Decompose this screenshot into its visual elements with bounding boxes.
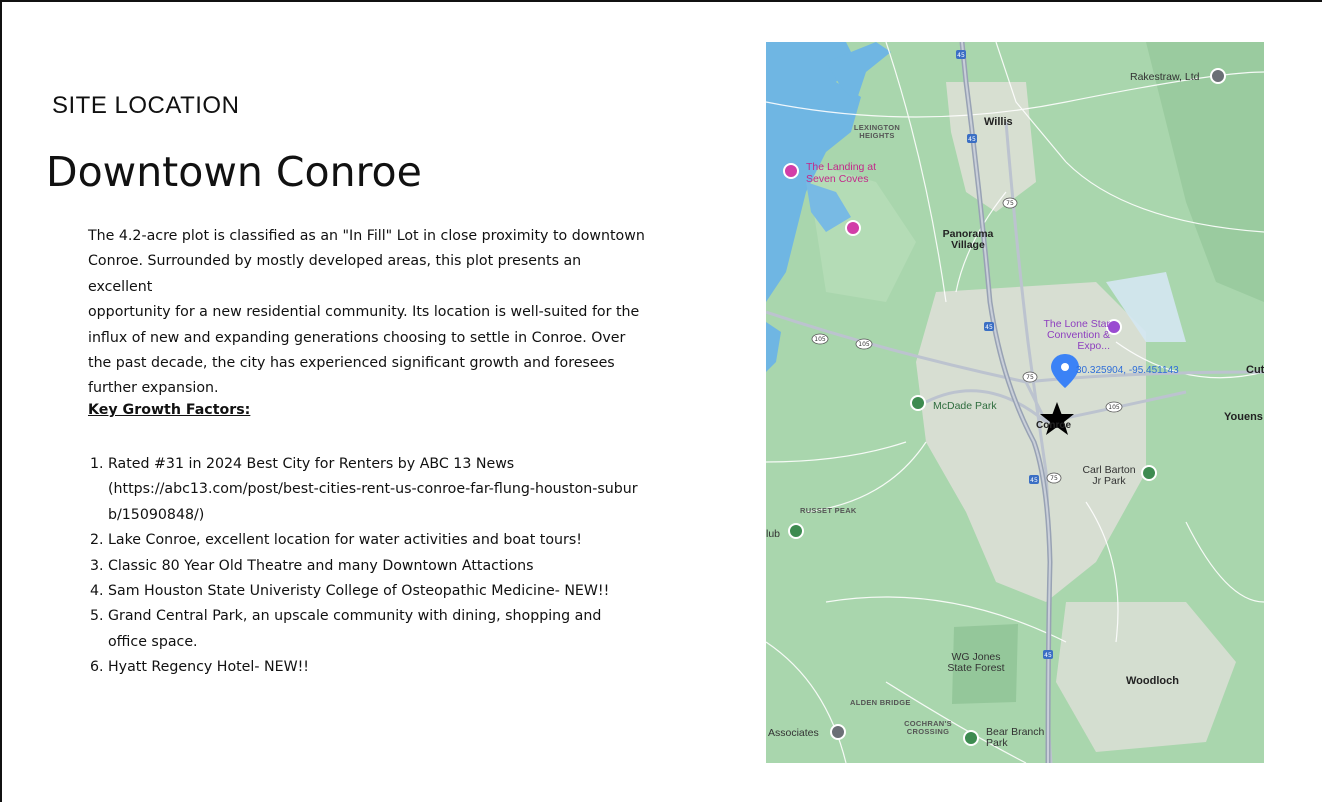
map-label: The Lone Star Convention & Expo... [1043, 318, 1110, 352]
poi-icon[interactable] [783, 163, 799, 179]
park-icon[interactable] [963, 730, 979, 746]
factors-heading: Key Growth Factors: [88, 402, 251, 418]
list-item [88, 554, 648, 579]
map-label: ALDEN BRIDGE [850, 698, 911, 707]
map-label: Cut [1246, 364, 1264, 376]
list-line: Lake Conroe, excellent location for water activities and boat tours! [108, 532, 582, 549]
intro-line: Conroe. Surrounded by mostly developed areas, this plot presents an excellent [88, 253, 582, 295]
map-canvas [766, 42, 1264, 763]
map-label: Bear Branch Park [986, 726, 1045, 749]
pin-coordinates: 30.325904, -95.451143 [1076, 365, 1179, 376]
map-label: lub [766, 528, 781, 540]
poi-icon[interactable] [1210, 68, 1226, 84]
list-number: 1. [90, 456, 104, 472]
list-line: Sam Houston State Univeristy College of Osteopathic Medicine- NEW!! [108, 583, 610, 600]
map-label: Youens [1224, 411, 1263, 423]
list-item [88, 604, 648, 655]
park-icon[interactable] [910, 395, 926, 411]
map-label: Rakestraw, Ltd [1130, 71, 1200, 83]
list-number: 6. [90, 659, 104, 676]
park-icon[interactable] [1141, 465, 1157, 481]
list-item [88, 655, 648, 680]
map-label: McDade Park [933, 400, 997, 412]
svg-text:105: 105 [1108, 404, 1120, 411]
park-icon[interactable] [788, 523, 804, 539]
intro-line: influx of new and expanding generations choosing to settle in Conroe. Over [88, 329, 626, 346]
map-label: Conroe [1036, 420, 1071, 431]
poi-icon[interactable] [830, 724, 846, 740]
list-number: 4. [90, 583, 104, 600]
page-title: Downtown Conroe [46, 148, 422, 196]
list-item [88, 528, 648, 553]
intro-paragraph [88, 224, 648, 402]
list-line: office space. [108, 633, 198, 650]
map-label: Woodloch [1126, 675, 1179, 687]
list-line: Rated #31 in 2024 Best City for Renters by ABC 13 News [108, 456, 515, 472]
map-label: LEXINGTON HEIGHTS [853, 123, 901, 140]
svg-text:45: 45 [957, 52, 965, 59]
map-label: Carl Barton Jr Park [1082, 464, 1136, 487]
map-label: The Landing at Seven Coves [806, 161, 877, 185]
svg-text:75: 75 [1006, 200, 1014, 207]
list-number: 5. [90, 608, 104, 625]
list-line: Hyatt Regency Hotel- NEW!! [108, 659, 309, 676]
list-item [88, 452, 648, 528]
list-line: Classic 80 Year Old Theatre and many Downtown Attactions [108, 557, 534, 574]
svg-text:105: 105 [858, 341, 870, 348]
factors-list [88, 452, 648, 681]
svg-text:45: 45 [1044, 652, 1052, 659]
svg-text:45: 45 [985, 324, 993, 331]
poi-icon[interactable] [845, 220, 861, 236]
map-label: COCHRAN'S CROSSING [904, 719, 952, 736]
site-map[interactable] [766, 42, 1264, 763]
map-label: Panorama Village [942, 228, 994, 251]
intro-line: opportunity for a new residential community. Its location is well-suited for the [88, 304, 640, 321]
intro-line: further expansion. [88, 380, 219, 397]
svg-text:75: 75 [1050, 475, 1058, 482]
intro-line: The 4.2-acre plot is classified as an "In Fill" Lot in close proximity to downtown [88, 228, 645, 244]
section-eyebrow: SITE LOCATION [52, 92, 240, 119]
list-link-line[interactable]: b/15090848/) [108, 506, 205, 523]
list-line: Grand Central Park, an upscale community with dining, shopping and [108, 608, 602, 625]
list-link-line[interactable]: (https://abc13.com/post/best-cities-rent-us-conroe-far-flung-houston-subur [108, 481, 638, 498]
svg-text:75: 75 [1026, 374, 1034, 381]
list-item [88, 579, 648, 604]
map-label: Willis [984, 116, 1013, 128]
list-number: 2. [90, 532, 104, 549]
svg-text:105: 105 [814, 336, 826, 343]
map-label: RUSSET PEAK [800, 506, 857, 515]
svg-text:45: 45 [1030, 477, 1038, 484]
map-label: WG Jones State Forest [947, 651, 1005, 674]
svg-text:45: 45 [968, 136, 976, 143]
list-number: 3. [90, 557, 104, 574]
intro-line: the past decade, the city has experienced significant growth and foresees [88, 355, 615, 372]
map-label: Associates [768, 727, 819, 739]
